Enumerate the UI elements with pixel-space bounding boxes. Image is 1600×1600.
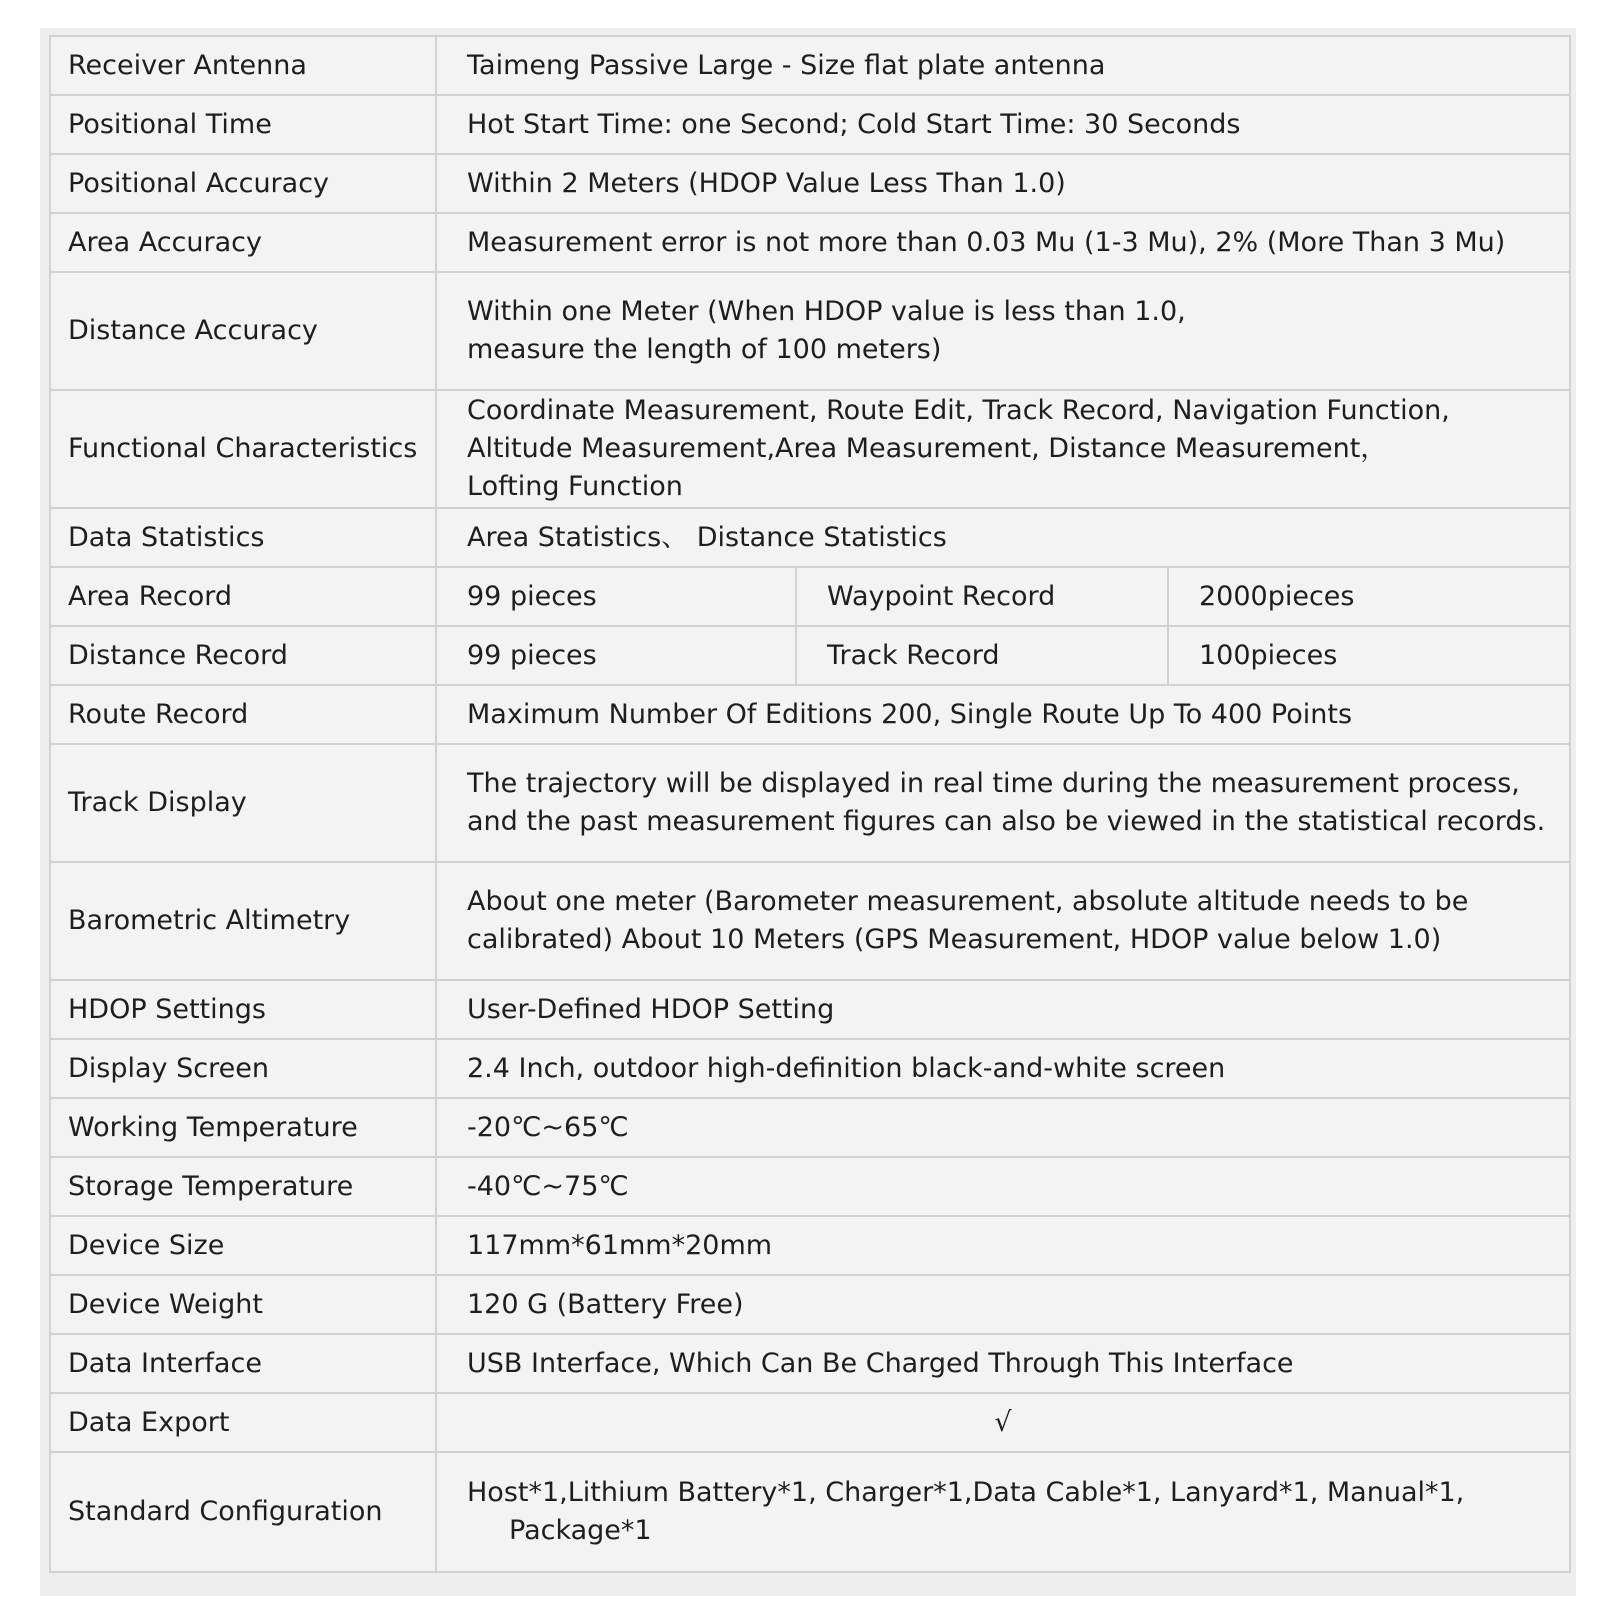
- value-line: Altitude Measurement,Area Measurement, Distance Measurement，: [467, 433, 1388, 464]
- row-label: Area Record: [50, 567, 436, 626]
- row-value: Measurement error is not more than 0.03 Mu (1-3 Mu), 2% (More Than 3 Mu): [436, 213, 1570, 272]
- row-label: Receiver Antenna: [50, 36, 436, 95]
- table-row: [50, 1334, 1570, 1393]
- row-value: Area Statistics、 Distance Statistics: [436, 508, 1570, 567]
- value-line: Within one Meter (When HDOP value is less than 1.0,: [467, 296, 1186, 327]
- table-row: [50, 1452, 1570, 1572]
- value-line: Host*1,Lithium Battery*1, Charger*1,Data Cable*1, Lanyard*1, Manual*1,: [467, 1477, 1465, 1508]
- spec-table: [49, 35, 1571, 1573]
- table-row: [50, 1157, 1570, 1216]
- table-row: [50, 1039, 1570, 1098]
- value-line: calibrated) About 10 Meters (GPS Measurement, HDOP value below 1.0): [467, 924, 1442, 955]
- value-line: measure the length of 100 meters): [467, 334, 942, 365]
- table-row: [50, 685, 1570, 744]
- table-row: [50, 36, 1570, 95]
- table-row: [50, 1393, 1570, 1452]
- value-line: About one meter (Barometer measurement, absolute altitude needs to be: [467, 886, 1469, 917]
- row-label: Display Screen: [50, 1039, 436, 1098]
- table-row: [50, 862, 1570, 980]
- row-value-secondary: 2000pieces: [1168, 567, 1570, 626]
- row-value: Hot Start Time: one Second; Cold Start Time: 30 Seconds: [436, 95, 1570, 154]
- row-label: Device Weight: [50, 1275, 436, 1334]
- value-line: Package*1: [509, 1515, 652, 1546]
- table-row: [50, 390, 1570, 508]
- checkmark-value: √: [994, 1406, 1012, 1438]
- row-label-secondary: Waypoint Record: [796, 567, 1168, 626]
- row-label: Standard Configuration: [50, 1452, 436, 1572]
- row-label: Area Accuracy: [50, 213, 436, 272]
- table-row: [50, 626, 1570, 685]
- row-value: Taimeng Passive Large - Size flat plate antenna: [436, 36, 1570, 95]
- row-label-secondary: Track Record: [796, 626, 1168, 685]
- row-label: HDOP Settings: [50, 980, 436, 1039]
- row-value: 120 G (Battery Free): [436, 1275, 1570, 1334]
- row-label: Distance Record: [50, 626, 436, 685]
- table-row: [50, 567, 1570, 626]
- table-row: [50, 1216, 1570, 1275]
- row-value: 117mm*61mm*20mm: [436, 1216, 1570, 1275]
- row-value: [436, 390, 1570, 508]
- value-line: Lofting Function: [467, 471, 683, 502]
- row-value: 99 pieces: [436, 626, 796, 685]
- row-label: Working Temperature: [50, 1098, 436, 1157]
- row-value: -20℃~65℃: [436, 1098, 1570, 1157]
- row-label: Data Statistics: [50, 508, 436, 567]
- table-row: [50, 272, 1570, 390]
- row-label: Distance Accuracy: [50, 272, 436, 390]
- table-row: [50, 1275, 1570, 1334]
- row-label: Data Export: [50, 1393, 436, 1452]
- row-label: Storage Temperature: [50, 1157, 436, 1216]
- row-value: 99 pieces: [436, 567, 796, 626]
- value-line: and the past measurement figures can also be viewed in the statistical records.: [467, 806, 1546, 837]
- row-label: Barometric Altimetry: [50, 862, 436, 980]
- table-row: [50, 980, 1570, 1039]
- value-line: Coordinate Measurement, Route Edit, Track Record, Navigation Function,: [467, 395, 1450, 426]
- row-value: [436, 1393, 1570, 1452]
- table-row: [50, 154, 1570, 213]
- row-label: Data Interface: [50, 1334, 436, 1393]
- row-value: Within 2 Meters (HDOP Value Less Than 1.0): [436, 154, 1570, 213]
- row-value: Maximum Number Of Editions 200, Single Route Up To 400 Points: [436, 685, 1570, 744]
- row-value: USB Interface, Which Can Be Charged Through This Interface: [436, 1334, 1570, 1393]
- row-value: User-Defined HDOP Setting: [436, 980, 1570, 1039]
- table-row: [50, 508, 1570, 567]
- row-label: Positional Accuracy: [50, 154, 436, 213]
- row-value-secondary: 100pieces: [1168, 626, 1570, 685]
- row-value: -40℃~75℃: [436, 1157, 1570, 1216]
- value-line: The trajectory will be displayed in real time during the measurement process,: [467, 768, 1520, 799]
- row-label: Functional Characteristics: [50, 390, 436, 508]
- row-value: [436, 272, 1570, 390]
- row-label: Device Size: [50, 1216, 436, 1275]
- row-value: [436, 1452, 1570, 1572]
- row-value: 2.4 Inch, outdoor high-definition black-and-white screen: [436, 1039, 1570, 1098]
- row-label: Positional Time: [50, 95, 436, 154]
- row-value: [436, 744, 1570, 862]
- row-value: [436, 862, 1570, 980]
- table-row: [50, 213, 1570, 272]
- row-label: Track Display: [50, 744, 436, 862]
- table-row: [50, 744, 1570, 862]
- table-row: [50, 95, 1570, 154]
- row-label: Route Record: [50, 685, 436, 744]
- table-row: [50, 1098, 1570, 1157]
